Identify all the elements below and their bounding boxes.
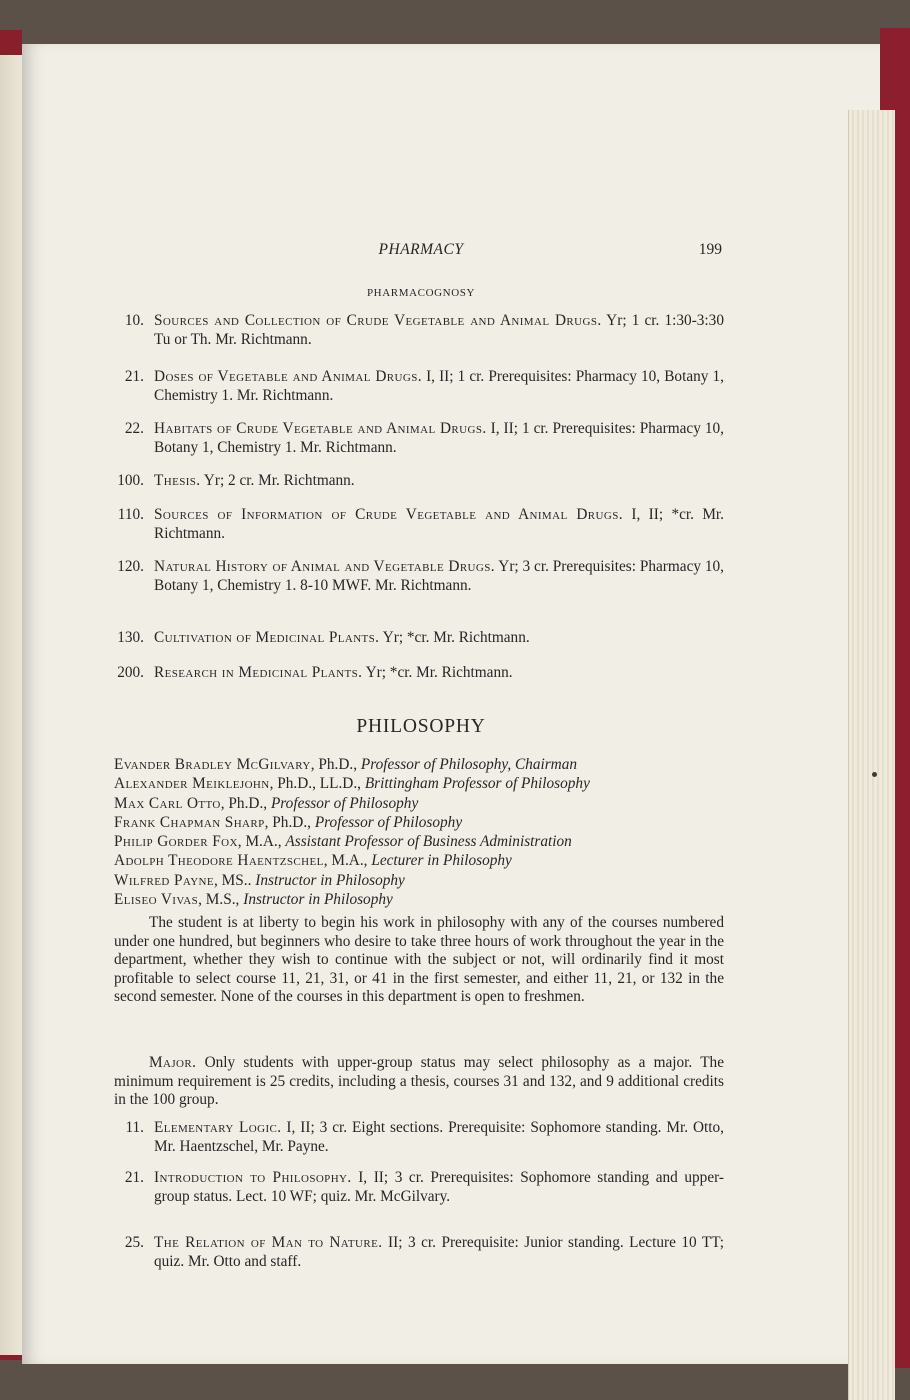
faculty-name: Adolph Theodore Haentzschel xyxy=(114,852,324,870)
course-details: II; 3 cr. Prerequisite: Junior standing. Lecture 10 TT; quiz. Mr. Otto and staff. xyxy=(154,1234,724,1270)
major-paragraph xyxy=(114,1054,724,1110)
intro-paragraph: The student is at liberty to begin his work in philosophy with any of the courses numbered under one hundred, but beginners who desire to take three hours of work throughout the year in the department, whether they wish to continue with the subject or not, will ordinarily find it most profitable to select course 11, 21, 31, or 41 in the first semester, and either 11, 21, or 132 in the second semester. None of the courses in this department is open to freshmen. xyxy=(114,914,724,1006)
faculty-member xyxy=(114,833,728,852)
faculty-degrees: , Ph.D., xyxy=(220,794,271,812)
course-number: 10. xyxy=(124,312,144,329)
course-title: Habitats of Crude Vegetable and Animal Drugs. xyxy=(154,420,487,437)
course-details: Yr; 3 cr. Prerequisites: Pharmacy 10, Botany 1, Chemistry 1. 8-10 MWF. Mr. Richtmann. xyxy=(154,558,724,594)
course-title: The Relation of Man to Nature. xyxy=(154,1234,383,1251)
course-number: 120. xyxy=(117,558,144,575)
running-head-title: PHARMACY xyxy=(378,241,464,258)
course-entry xyxy=(114,558,724,595)
faculty-member xyxy=(114,891,728,910)
course-entry xyxy=(114,506,724,543)
course-entry xyxy=(114,368,724,405)
faculty-degrees: , MS.. xyxy=(214,871,256,889)
faculty-name: Evander Bradley McGilvary xyxy=(114,756,311,773)
course-title: Sources of Information of Crude Vegetable and Animal Drugs. xyxy=(154,506,623,523)
subsection-heading: PHARMACOGNOSY xyxy=(366,287,476,299)
faculty-title: Assistant Professor of Business Administration xyxy=(285,833,572,851)
course-number: 11. xyxy=(125,1119,144,1136)
page-number: 199 xyxy=(698,241,722,258)
course-title: Introduction to Philosophy. xyxy=(154,1169,352,1186)
course-title: Natural History of Animal and Vegetable Drugs. xyxy=(154,558,495,575)
faculty-title: Instructor in Philosophy xyxy=(255,871,405,889)
faculty-title: Lecturer in Philosophy xyxy=(371,852,512,870)
running-head xyxy=(114,241,728,261)
faculty-title: Professor of Philosophy xyxy=(270,794,419,812)
course-entry xyxy=(114,1169,724,1206)
faculty-name: Philip Gorder Fox xyxy=(114,833,238,851)
course-entry xyxy=(114,472,724,491)
faculty-name: Eliseo Vivas xyxy=(114,891,199,909)
faculty-title: Brittingham Professor of Philosophy xyxy=(364,775,590,793)
course-details: Yr; *cr. Mr. Richtmann. xyxy=(382,629,530,646)
faculty-degrees: , M.S., xyxy=(198,891,244,909)
course-entry xyxy=(114,1234,724,1271)
faculty-member xyxy=(114,756,728,775)
course-number: 100. xyxy=(117,472,144,489)
faculty-member xyxy=(114,775,728,794)
faculty-name: Wilfred Payne xyxy=(114,871,215,889)
faculty-member xyxy=(114,852,728,871)
course-number: 25. xyxy=(124,1234,144,1251)
course-details: Yr; 1 cr. 1:30-3:30 Tu or Th. Mr. Richtmann. xyxy=(154,312,724,348)
faculty-name: Alexander Meiklejohn xyxy=(114,775,270,793)
course-details: I, II; *cr. Mr. Richtmann. xyxy=(154,506,724,542)
faculty-degrees: , M.A., xyxy=(237,833,286,851)
faculty-member xyxy=(114,872,728,891)
faculty-list xyxy=(114,756,728,910)
course-entry xyxy=(114,1119,724,1156)
faculty-member xyxy=(114,814,728,833)
faculty-degrees: , Ph.D., xyxy=(264,813,315,831)
faculty-degrees: , Ph.D., xyxy=(310,756,361,773)
course-number: 21. xyxy=(124,368,144,385)
course-details: I, II; 3 cr. Prerequisites: Sophomore standing and upper-group status. Lect. 10 WF; quiz. Mr. McGilvary. xyxy=(154,1169,724,1205)
course-details: I, II; 1 cr. Prerequisites: Pharmacy 10, Botany 1, Chemistry 1. Mr. Richtmann. xyxy=(154,368,724,404)
faculty-degrees: , Ph.D., LL.D., xyxy=(269,775,365,793)
course-number: 130. xyxy=(117,629,144,646)
course-details: Yr; 2 cr. Mr. Richtmann. xyxy=(203,472,355,489)
faculty-name: Max Carl Otto xyxy=(114,794,221,812)
major-text: Only students with upper-group status may select philosophy as a major. The minimum requirement is 25 credits, including a thesis, courses 31 and 132, and 9 additional credits in the 100 group. xyxy=(114,1054,724,1109)
page-stack-edge xyxy=(848,110,895,1400)
major-label: Major. xyxy=(149,1054,197,1071)
course-number: 21. xyxy=(124,1169,144,1186)
course-entry xyxy=(114,629,724,648)
faculty-name: Frank Chapman Sharp xyxy=(114,813,265,831)
course-number: 22. xyxy=(124,420,144,437)
section-title: PHILOSOPHY xyxy=(356,716,486,737)
course-title: Sources and Collection of Crude Vegetable and Animal Drugs. xyxy=(154,312,602,329)
course-entry xyxy=(114,312,724,349)
course-details: I, II; 1 cr. Prerequisites: Pharmacy 10, Botany 1, Chemistry 1. Mr. Richtmann. xyxy=(154,420,724,456)
book-page xyxy=(22,44,880,1364)
faculty-title: Instructor in Philosophy xyxy=(243,891,393,909)
course-title: Cultivation of Medicinal Plants. xyxy=(154,629,380,646)
course-entry xyxy=(114,420,724,457)
faculty-title: Professor of Philosophy xyxy=(314,813,463,831)
course-number: 200. xyxy=(117,664,144,681)
facing-page-edge xyxy=(0,55,24,1355)
faculty-member xyxy=(114,795,728,814)
course-number: 110. xyxy=(117,506,144,523)
course-title: Doses of Vegetable and Animal Drugs. xyxy=(154,368,422,385)
course-title: Elementary Logic. xyxy=(154,1119,282,1136)
course-entry xyxy=(114,664,724,683)
course-details: Yr; *cr. Mr. Richtmann. xyxy=(365,664,513,681)
faculty-title: Professor of Philosophy, Chairman xyxy=(360,756,578,773)
course-title: Thesis. xyxy=(154,472,201,489)
course-details: I, II; 3 cr. Eight sections. Prerequisite: Sophomore standing. Mr. Otto, Mr. Haentzschel, Mr. Payne. xyxy=(154,1119,724,1155)
ink-speck xyxy=(872,772,877,777)
course-title: Research in Medicinal Plants. xyxy=(154,664,363,681)
faculty-degrees: , M.A., xyxy=(323,852,372,870)
